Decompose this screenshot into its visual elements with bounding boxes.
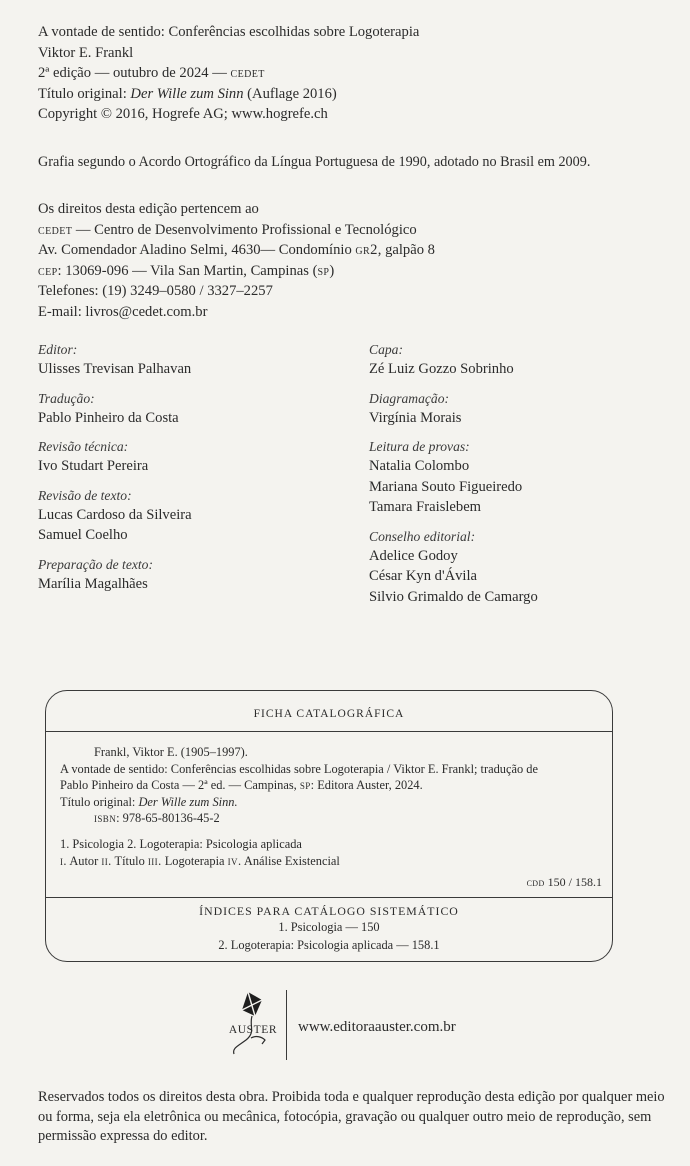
phones: Telefones: (19) 3249–0580 / 3327–2257: [38, 283, 273, 299]
credit-name: Lucas Cardoso da Silveira: [38, 506, 192, 523]
credit-role: Revisão de texto:: [38, 487, 132, 503]
cdd-code: cdd 150 / 158.1: [526, 875, 602, 889]
credit-name: Tamara Fraislebem: [369, 499, 482, 515]
systematic-index-title: ÍNDICES PARA CATÁLOGO SISTEMÁTICO: [199, 904, 459, 918]
credit-entry: [38, 340, 338, 380]
credit-role: Tradução:: [38, 390, 95, 406]
index-item: 2. Logoterapia: Psicologia aplicada — 158.1: [218, 937, 440, 952]
credit-name: Natalia Colombo: [369, 458, 470, 474]
credit-entry: [38, 555, 338, 595]
credit-role: Capa:: [369, 342, 403, 357]
kite-icon: [222, 988, 284, 1060]
systematic-index: [46, 903, 612, 954]
divider: [46, 731, 612, 732]
publisher-abbr: cedet: [230, 65, 265, 81]
rights-reserved-notice: Reservados todos os direitos desta obra. Proibida toda e qualquer reprodução desta edição por qualquer meio ou forma, seja ela eletrônica ou mecânica, fotocópia, gravação ou qualquer outro meio de reprodução, sem permissão expressa do editor.: [38, 1089, 665, 1144]
credit-entry: [38, 437, 338, 477]
book-title: A vontade de sentido: Conferências escolhidas sobre Logoterapia: [38, 24, 420, 40]
credit-entry: [38, 389, 338, 429]
copyright-line: Copyright © 2016, Hogrefe AG; www.hogrefe.ch: [38, 106, 328, 122]
credit-role: Diagramação:: [369, 390, 450, 406]
catalog-card-title: FICHA CATALOGRÁFICA: [253, 708, 405, 720]
auster-logo: [222, 988, 284, 1060]
credit-role: Editor:: [38, 342, 78, 357]
index-item: 1. Psicologia — 150: [278, 920, 380, 934]
email: E-mail: livros@cedet.com.br: [38, 303, 208, 320]
catalog-author: Frankl, Viktor E. (1905–1997).: [94, 745, 248, 759]
credit-entry: [38, 486, 338, 546]
catalog-subjects: 1. Psicologia 2. Logoterapia: Psicologia aplicada: [60, 836, 302, 851]
original-title: Der Wille zum Sinn: [130, 85, 244, 102]
orthography-note: Grafia segundo o Acordo Ortográfico da Língua Portuguesa de 1990, adotado no Brasil em 2009.: [38, 154, 591, 170]
credit-entry: [369, 389, 669, 429]
catalog-card: [45, 690, 613, 962]
credit-name: Adelice Godoy: [369, 547, 458, 564]
publisher-website: www.editoraauster.com.br: [298, 1019, 456, 1035]
credits-right: [369, 340, 669, 616]
credit-entry: [369, 340, 669, 380]
credit-entry: [369, 527, 669, 608]
divider: [46, 897, 612, 898]
rights-holder: Os direitos desta edição pertencem ao cedet — Centro de Desenvolvimento Profissional e Tecnológico Av. Comendador Aladino Selmi, 4630— Condomínio gr2, galpão 8 cep: 13069-096 — Vila San Martin, Campinas (sp) Telefones: (19) 3249–0580 / 3327–2257 E-mail: livros@cedet.com.br: [38, 199, 435, 322]
catalog-index-terms: i. Autor ii. Título iii. Logoterapia iv. Análise Existencial: [60, 853, 340, 868]
credit-role: Preparação de texto:: [38, 556, 154, 572]
author-name: Viktor E. Frankl: [38, 44, 134, 61]
credit-name: Samuel Coelho: [38, 527, 128, 543]
credit-name: Mariana Souto Figueiredo: [369, 478, 523, 495]
isbn: isbn: 978-65-80136-45-2: [94, 811, 220, 826]
credit-role: Leitura de provas:: [369, 439, 470, 454]
address-line: Av. Comendador Aladino Selmi, 4630— Condomínio gr2, galpão 8: [38, 242, 435, 258]
credit-role: Conselho editorial:: [369, 528, 476, 544]
logo-divider: [286, 990, 287, 1060]
edition-line: 2ª edição — outubro de 2024 — cedet: [38, 65, 265, 81]
credit-name: Ulisses Trevisan Palhavan: [38, 361, 192, 377]
credit-name: Marília Magalhães: [38, 575, 148, 592]
credit-name: Virgínia Morais: [369, 409, 462, 426]
credits-left: [38, 340, 338, 603]
credit-name: César Kyn d'Ávila: [369, 568, 478, 584]
credit-name: Silvio Grimaldo de Camargo: [369, 588, 538, 605]
credit-name: Zé Luiz Gozzo Sobrinho: [369, 361, 514, 377]
credit-role: Revisão técnica:: [38, 439, 129, 454]
credit-name: Ivo Studart Pereira: [38, 458, 149, 474]
bibliographic-header: [38, 22, 419, 125]
postal-line: cep: 13069-096 — Vila San Martin, Campinas (sp): [38, 262, 335, 279]
credit-name: Pablo Pinheiro da Costa: [38, 409, 179, 426]
catalog-entry: Frankl, Viktor E. (1905–1997). A vontade de sentido: Conferências escolhidas sobre Logoterapia / Viktor E. Frankl; tradução de Pablo Pinheiro da Costa — 2ª ed. — Campinas, sp: Editora Auster, 2024. Título original: Der Wille zum Sinn. isbn: 978-65-80136-45-2 1. Psicologia 2. Logoterapia: Psicologia aplicada i. Autor ii. Título iii. Logoterapia iv. Análise Existencial: [60, 744, 604, 869]
logo-text: AUSTER: [228, 1024, 278, 1036]
original-title-line: Título original: Der Wille zum Sinn (Auflage 2016): [38, 85, 337, 102]
credit-entry: [369, 437, 669, 518]
